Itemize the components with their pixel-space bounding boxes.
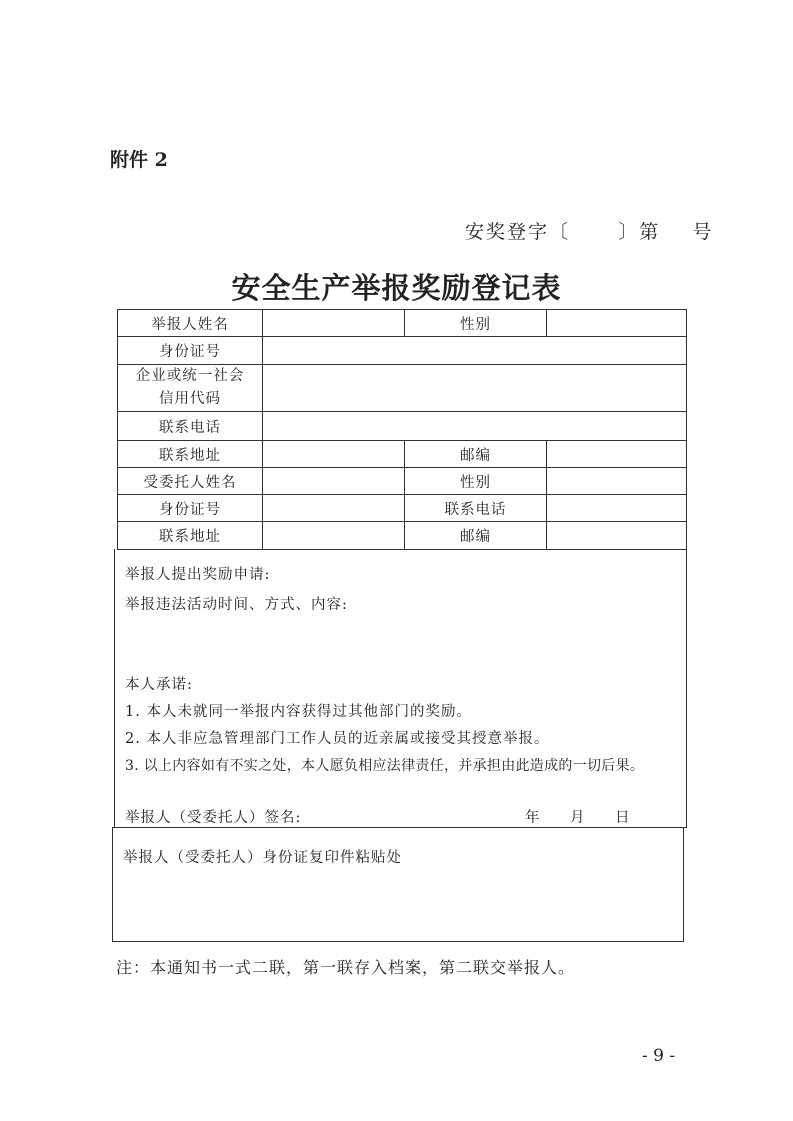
table-row <box>118 522 687 550</box>
table-row <box>118 365 687 412</box>
signature-label: 举报人（受委托人）签名: <box>125 810 302 826</box>
registration-number: 安奖登字〔 〕第 号 <box>465 221 714 243</box>
reporter-id-field[interactable] <box>263 337 687 365</box>
field-label: 性别 <box>405 310 547 337</box>
field-label: 身份证号 <box>118 495 263 522</box>
id-copy-section[interactable] <box>112 827 684 942</box>
reporter-phone-field[interactable] <box>263 412 687 441</box>
field-label: 联系电话 <box>405 495 547 522</box>
id-copy-label: 举报人（受委托人）身份证复印件粘贴处 <box>123 850 402 866</box>
page-number: - 9 - <box>642 1046 676 1066</box>
field-label: 邮编 <box>405 441 547 468</box>
table-row <box>118 412 687 441</box>
field-label: 受委托人姓名 <box>118 468 263 495</box>
pledge-item: 3. 以上内容如有不实之处，本人愿负相应法律责任，并承担由此造成的一切后果。 <box>125 758 645 774</box>
field-label: 邮编 <box>405 522 547 550</box>
attachment-label: 附件 2 <box>110 149 168 171</box>
date-day: 日 <box>615 810 631 826</box>
field-label: 联系地址 <box>118 522 263 550</box>
label-line: 企业或统一社会 <box>135 368 245 384</box>
credit-code-field[interactable] <box>263 365 687 412</box>
reporter-name-field[interactable] <box>263 310 405 337</box>
table-row <box>118 468 687 495</box>
registration-table <box>117 309 687 550</box>
pledge-item: 2. 本人非应急管理部门工作人员的近亲属或接受其授意举报。 <box>125 731 550 747</box>
content-label: 举报违法活动时间、方式、内容: <box>125 597 348 613</box>
footnote: 注：本通知书一式二联，第一联存入档案，第二联交举报人。 <box>116 958 576 977</box>
reporter-address-field[interactable] <box>263 441 405 468</box>
application-heading: 举报人提出奖励申请: <box>125 567 271 583</box>
table-row <box>118 337 687 365</box>
field-label: 联系地址 <box>118 441 263 468</box>
field-label: 举报人姓名 <box>118 310 263 337</box>
table-row <box>118 441 687 468</box>
reporter-gender-field[interactable] <box>547 310 687 337</box>
field-label: 身份证号 <box>118 337 263 365</box>
pledge-heading: 本人承诺: <box>125 677 193 693</box>
pledge-item: 1. 本人未就同一举报内容获得过其他部门的奖励。 <box>125 704 472 720</box>
agent-address-field[interactable] <box>263 522 405 550</box>
agent-id-field[interactable] <box>263 495 405 522</box>
table-row <box>118 495 687 522</box>
field-label <box>118 365 263 412</box>
agent-name-field[interactable] <box>263 468 405 495</box>
page-title: 安全生产举报奖励登记表 <box>231 271 562 305</box>
date-month: 月 <box>570 810 586 826</box>
agent-phone-field[interactable] <box>547 495 687 522</box>
agent-postcode-field[interactable] <box>547 522 687 550</box>
reporter-postcode-field[interactable] <box>547 441 687 468</box>
date-year: 年 <box>525 810 541 826</box>
table-row <box>118 310 687 337</box>
application-section[interactable] <box>114 549 687 828</box>
agent-gender-field[interactable] <box>547 468 687 495</box>
label-line: 信用代码 <box>159 391 221 407</box>
field-label: 性别 <box>405 468 547 495</box>
field-label: 联系电话 <box>118 412 263 441</box>
